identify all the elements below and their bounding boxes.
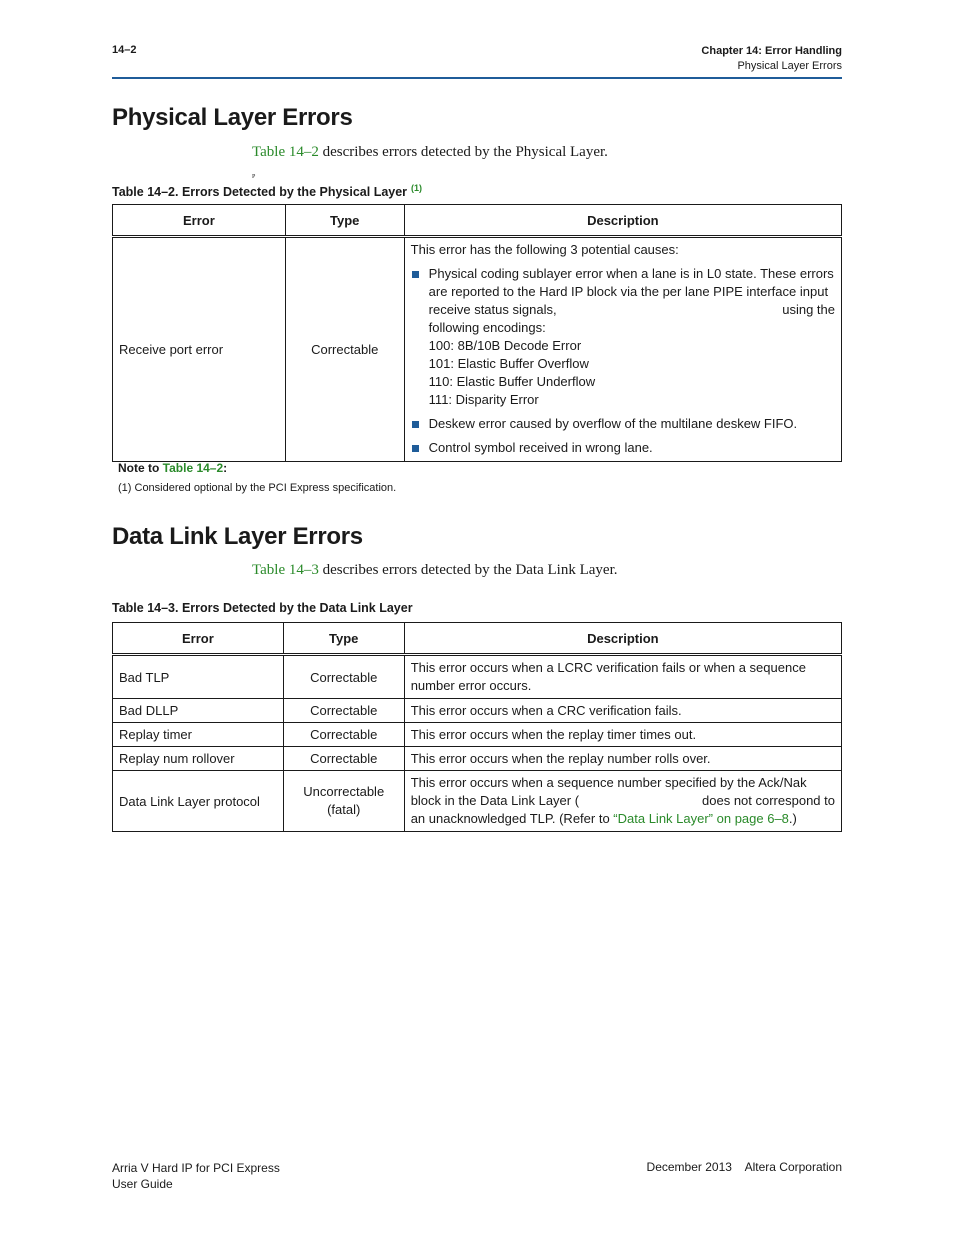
table-row [113, 723, 842, 747]
table-14-2-link[interactable]: Table 14–2 [252, 144, 319, 160]
section-title: Physical Layer Errors [737, 60, 842, 72]
table-row [113, 237, 842, 462]
cell-type: Correctable [285, 237, 404, 462]
header-rule [112, 77, 842, 79]
caption-note-link[interactable]: (1) [411, 183, 423, 193]
bullet-item: Control symbol received in wrong lane. [411, 439, 835, 457]
col-header-description: Description [404, 623, 841, 655]
cell-error: Bad TLP [113, 655, 284, 699]
cell-description: This error occurs when the replay number rolls over. [404, 747, 841, 771]
cell-error: Receive port error [113, 237, 286, 462]
data-link-layer-xref[interactable]: “Data Link Layer” on page 6–8 [613, 811, 789, 826]
cell-type: Correctable [283, 747, 404, 771]
table-note-1: (1) Considered optional by the PCI Express specification. [118, 482, 397, 494]
bullet-square-icon [412, 445, 419, 452]
physical-errors-table [112, 204, 842, 462]
table-14-3-link[interactable]: Table 14–3 [252, 562, 319, 578]
cell-type: Correctable [283, 655, 404, 699]
note-table-link[interactable]: Table 14–2 [162, 461, 224, 475]
footer-date-company: December 2013 Altera Corporation [646, 1160, 842, 1174]
cell-type: Correctable [283, 723, 404, 747]
tiny-mark: P [252, 174, 256, 180]
bullet-square-icon [412, 271, 419, 278]
page-number: 14–2 [112, 44, 137, 56]
cell-description: This error occurs when a LCRC verification fails or when a sequence number error occurs. [404, 655, 841, 699]
cell-description: This error occurs when a sequence number specified by the Ack/Nak block in the Data Link Layer ( does not correspond to an unacknowledged TLP. (Refer to “Data Link Layer” on page 6–8.) [404, 771, 841, 832]
col-header-description: Description [404, 205, 841, 237]
cell-description: This error has the following 3 potential causes: Physical coding sublayer error when a lane is in L0 state. These errors are reported to the Hard IP block via the per lane PIPE interface input receive status signals, using the following encodings: 100: 8B/10B Decode Error 101: Elastic Buffer Overflow 110: Elastic Buffer Underflow 111: Disparity Error Deskew error caused by overflow of the multilane deskew FIFO. Control symbol received in wrong lane. [404, 237, 841, 462]
running-header [701, 44, 842, 74]
cell-description: This error occurs when the replay timer times out. [404, 723, 841, 747]
datalink-heading: Data Link Layer Errors [112, 523, 363, 550]
cell-error: Data Link Layer protocol [113, 771, 284, 832]
cell-error: Replay timer [113, 723, 284, 747]
physical-intro: Table 14–2 describes errors detected by the Physical Layer. [252, 144, 608, 160]
table-row [113, 747, 842, 771]
cell-type: Correctable [283, 699, 404, 723]
cell-type: Uncorrectable (fatal) [283, 771, 404, 832]
bullet-item: Deskew error caused by overflow of the multilane deskew FIFO. [411, 415, 835, 433]
table-14-2-caption: Table 14–2. Errors Detected by the Physical Layer $^{(1)}$ [112, 183, 423, 199]
cell-error: Replay num rollover [113, 747, 284, 771]
table-row [113, 771, 842, 832]
table-14-3-caption: Table 14–3. Errors Detected by the Data Link Layer [112, 601, 413, 615]
footer-doc-title: Arria V Hard IP for PCI Express User Guide [112, 1161, 280, 1191]
col-header-error: Error [113, 205, 286, 237]
datalink-intro: Table 14–3 describes errors detected by the Data Link Layer. [252, 562, 618, 578]
cell-description: This error occurs when a CRC verification fails. [404, 699, 841, 723]
bullet-square-icon [412, 421, 419, 428]
physical-heading: Physical Layer Errors [112, 104, 353, 131]
table-note-heading: Note to Table 14–2: [118, 461, 228, 475]
cell-error: Bad DLLP [113, 699, 284, 723]
datalink-errors-table [112, 622, 842, 832]
col-header-type: Type [285, 205, 404, 237]
table-row [113, 699, 842, 723]
bullet-item: Physical coding sublayer error when a lane is in L0 state. These errors are reported to the Hard IP block via the per lane PIPE interface input receive status signals, using the following encodings: 100: 8B/10B Decode Error 101: Elastic Buffer Overflow 110: Elastic Buffer Underflow 111: Disparity Error [411, 265, 835, 409]
col-header-type: Type [283, 623, 404, 655]
table-row [113, 655, 842, 699]
col-header-error: Error [113, 623, 284, 655]
chapter-title: Chapter 14: Error Handling [701, 45, 842, 57]
